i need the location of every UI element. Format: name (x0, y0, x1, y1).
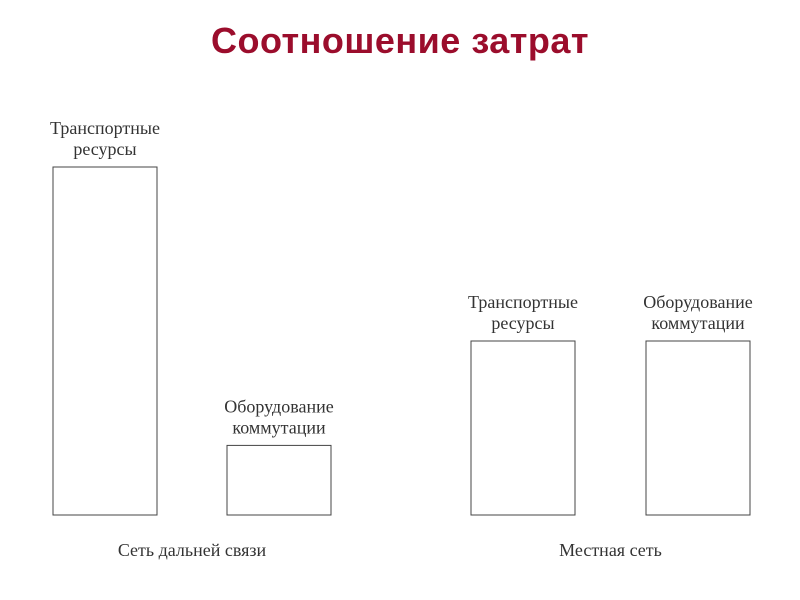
bar-label-1-2-line-2: коммутации (232, 417, 326, 438)
group-label-2: Местная сеть (559, 540, 662, 560)
bar-label-2-1-line-1: Транспортные (468, 292, 578, 312)
bar-label-1-1-line-2: ресурсы (73, 139, 137, 159)
bar-label-1-1-line-1: Транспортные (50, 118, 160, 138)
bar-2-1 (471, 341, 575, 515)
bar-1-2 (227, 445, 331, 515)
group-label-1: Сеть дальней связи (117, 540, 267, 560)
bar-label-1-2-line-1: Оборудование (224, 396, 334, 417)
bar-label-2-2-line-2: коммутации (651, 313, 745, 333)
bar-label-2-1-line-2: ресурсы (491, 313, 555, 333)
chart-title: Соотношение затрат (210, 20, 590, 61)
bar-1-1 (53, 167, 157, 515)
bar-2-2 (646, 341, 750, 515)
bar-label-2-2-line-1: Оборудование (643, 292, 753, 312)
